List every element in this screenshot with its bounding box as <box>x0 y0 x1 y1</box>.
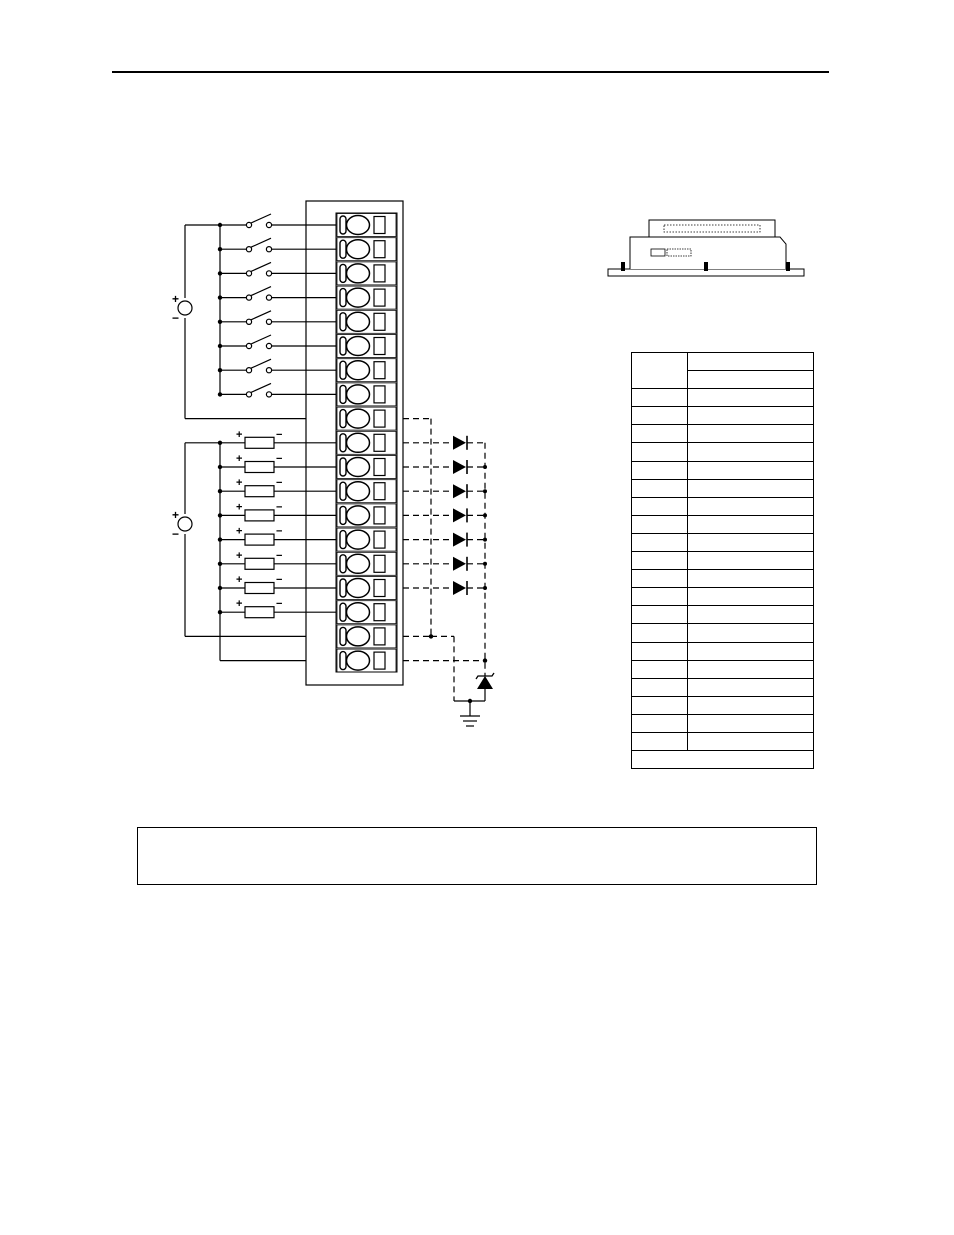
table-cell <box>688 497 814 515</box>
switch-blade <box>251 383 271 392</box>
diode-1 <box>403 436 485 450</box>
junction-dot <box>483 658 487 662</box>
junction-dot <box>218 344 222 348</box>
load-resistor <box>245 534 274 545</box>
table-cell <box>688 714 814 732</box>
junction-dot <box>218 368 222 372</box>
supply-positive-label: + <box>172 508 180 522</box>
load-resistor <box>245 437 274 448</box>
junction-dot <box>218 441 222 445</box>
switch-contact <box>246 343 251 348</box>
load-positive-label: + <box>236 598 243 611</box>
table-cell <box>632 678 688 696</box>
junction-dot <box>218 247 222 251</box>
table-row <box>632 714 814 732</box>
switch-contact <box>266 247 271 252</box>
table-cell <box>688 642 814 660</box>
junction-dot <box>483 513 487 517</box>
table-cell <box>688 678 814 696</box>
switch-contact <box>266 392 271 397</box>
load-positive-label: + <box>236 477 243 490</box>
junction-dot <box>483 586 487 590</box>
table-cell <box>688 533 814 551</box>
supply-symbol <box>178 301 192 315</box>
switch-contact <box>266 271 271 276</box>
switch-contact <box>266 319 271 324</box>
diode-triangle <box>453 460 466 474</box>
switch-contact <box>246 222 251 227</box>
table-cell <box>688 732 814 750</box>
table-row <box>632 642 814 660</box>
table-row <box>632 479 814 497</box>
diode-3 <box>403 484 487 498</box>
ground-symbol <box>460 716 480 726</box>
table-cell <box>632 732 688 750</box>
junction-dot <box>218 610 222 614</box>
diode-triangle <box>453 581 466 595</box>
table-cell <box>632 552 688 570</box>
power-supplies <box>172 292 192 541</box>
load-resistor <box>245 607 274 618</box>
switch-contact <box>246 271 251 276</box>
supply-positive-label: + <box>172 292 180 306</box>
junction-dot <box>218 562 222 566</box>
table-cell <box>632 407 688 425</box>
load-negative-label: − <box>276 598 283 611</box>
switch-blade <box>251 335 271 344</box>
junction-dot <box>483 538 487 542</box>
table-footer-cell <box>632 751 814 769</box>
switch-contact <box>266 343 271 348</box>
table-row <box>632 461 814 479</box>
switch-blade <box>251 238 271 247</box>
table-cell <box>632 461 688 479</box>
table-cell <box>688 461 814 479</box>
diode-2 <box>403 460 487 474</box>
load-negative-label: − <box>276 477 283 490</box>
output-supply <box>172 508 192 541</box>
switch-contact <box>246 368 251 373</box>
load-resistor <box>245 462 274 473</box>
pin-table <box>631 352 814 769</box>
module-side-view <box>608 220 804 276</box>
load-resistor <box>245 486 274 497</box>
junction-dot <box>218 465 222 469</box>
switch-blade <box>251 287 271 296</box>
diodes <box>403 436 494 726</box>
load-negative-label: − <box>276 525 283 538</box>
zener-triangle <box>477 676 493 689</box>
table-cell <box>632 570 688 588</box>
zener-diode <box>476 673 494 701</box>
table-row <box>632 497 814 515</box>
switch-blade <box>251 311 271 320</box>
table-cell <box>632 389 688 407</box>
table-row <box>632 552 814 570</box>
table-cell <box>632 696 688 714</box>
table-row <box>632 624 814 642</box>
table-cell <box>688 552 814 570</box>
load-positive-label: + <box>236 549 243 562</box>
junction-dot <box>218 586 222 590</box>
diode-5 <box>403 533 487 547</box>
table-header-cell <box>688 371 814 389</box>
table-row <box>632 660 814 678</box>
table-cell <box>688 606 814 624</box>
diode-triangle <box>453 436 466 450</box>
diode-triangle <box>453 533 466 547</box>
table-row <box>632 570 814 588</box>
table-cell <box>632 533 688 551</box>
junction-dot <box>218 320 222 324</box>
switch-blade <box>251 359 271 368</box>
load-positive-label: + <box>236 501 243 514</box>
table-row <box>632 588 814 606</box>
input-supply <box>172 292 192 325</box>
switch-contact <box>246 295 251 300</box>
load-positive-label: + <box>236 525 243 538</box>
load-positive-label: + <box>236 574 243 586</box>
table-cell <box>688 425 814 443</box>
load-negative-label: − <box>276 453 283 465</box>
table-header-cell <box>632 353 688 389</box>
switch-contact <box>266 295 271 300</box>
table-row <box>632 515 814 533</box>
table-cell <box>688 443 814 461</box>
table-cell <box>688 389 814 407</box>
table-row <box>632 678 814 696</box>
table-row <box>632 696 814 714</box>
table-cell <box>632 497 688 515</box>
switch-contact <box>246 319 251 324</box>
table-cell <box>688 570 814 588</box>
junction-dot <box>483 489 487 493</box>
load-negative-label: − <box>276 501 283 514</box>
table-cell <box>688 696 814 714</box>
table-cell <box>632 479 688 497</box>
table-cell <box>632 588 688 606</box>
supply-negative-label: − <box>172 527 180 541</box>
table-cell <box>688 660 814 678</box>
switch-contact <box>246 392 251 397</box>
table-footer-row <box>632 751 814 769</box>
table-row <box>632 533 814 551</box>
diode-6 <box>403 557 487 571</box>
load-resistor <box>245 510 274 521</box>
load-positive-label: + <box>236 428 243 441</box>
diode-4 <box>403 508 487 522</box>
diode-triangle <box>453 557 466 571</box>
table-cell <box>632 642 688 660</box>
table-cell <box>632 443 688 461</box>
module-post <box>621 262 625 271</box>
table-row <box>632 407 814 425</box>
table-cell <box>688 515 814 533</box>
table-row <box>632 606 814 624</box>
switch-contact <box>266 368 271 373</box>
junction-dot <box>483 562 487 566</box>
load-resistor <box>245 583 274 594</box>
diode-triangle <box>453 484 466 498</box>
table-cell <box>632 425 688 443</box>
diode-triangle <box>453 508 466 522</box>
junction-dot <box>218 537 222 541</box>
junction-dot <box>218 271 222 275</box>
junction-dot <box>218 223 222 227</box>
module-top-connector <box>649 220 775 237</box>
switch-blade <box>251 262 271 271</box>
table-row <box>632 425 814 443</box>
table-header-row <box>632 353 814 371</box>
table-cell <box>632 714 688 732</box>
junction-dot <box>483 465 487 469</box>
table-cell <box>632 624 688 642</box>
supply-negative-label: − <box>172 311 180 325</box>
module-post <box>786 262 790 271</box>
table-row <box>632 732 814 750</box>
junction-dot <box>218 513 222 517</box>
load-positive-label: + <box>236 453 243 465</box>
load-negative-label: − <box>276 574 283 586</box>
table-header-cell <box>688 353 814 371</box>
table-row <box>632 389 814 407</box>
table-cell <box>632 606 688 624</box>
switch-contact <box>266 222 271 227</box>
supply-symbol <box>178 517 192 531</box>
switch-contact <box>246 247 251 252</box>
table-cell <box>688 407 814 425</box>
switch-blade <box>251 214 271 223</box>
table-cell <box>632 660 688 678</box>
junction-dot <box>218 489 222 493</box>
note-box <box>137 827 817 885</box>
diode-7 <box>403 581 487 595</box>
table-cell <box>688 624 814 642</box>
table-row <box>632 443 814 461</box>
load-negative-label: − <box>276 428 283 441</box>
junction-dot <box>218 392 222 396</box>
module-post <box>704 262 708 271</box>
table-cell <box>688 588 814 606</box>
load-resistor <box>245 558 274 569</box>
table-cell <box>688 479 814 497</box>
junction-dot <box>218 295 222 299</box>
table-cell <box>632 515 688 533</box>
load-negative-label: − <box>276 549 283 562</box>
